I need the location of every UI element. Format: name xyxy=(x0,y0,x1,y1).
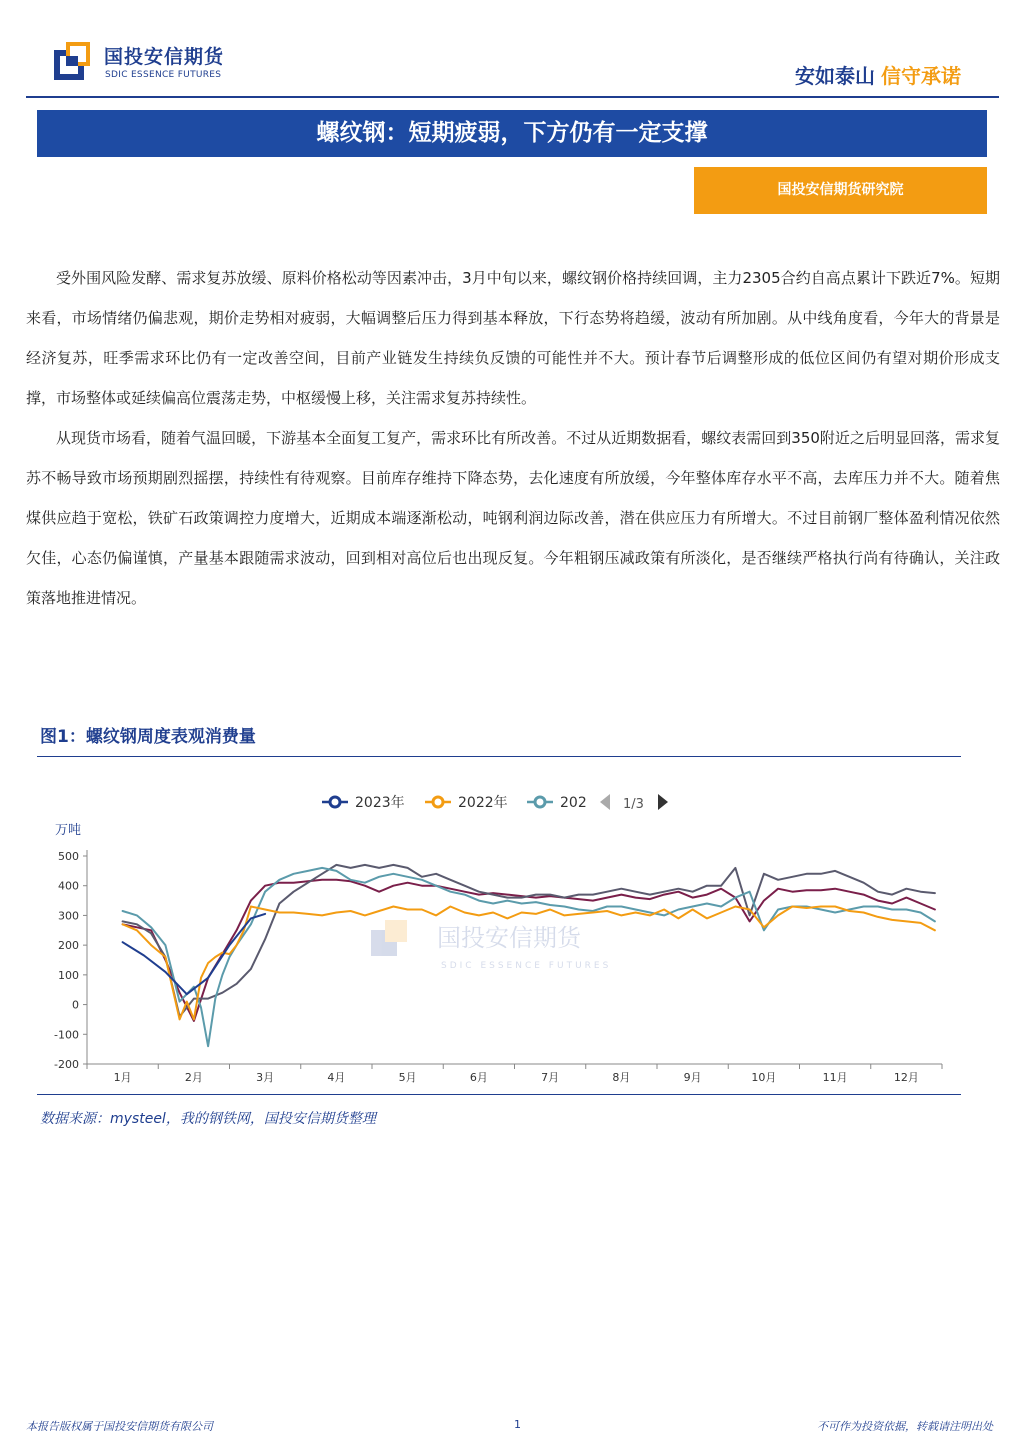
report-body xyxy=(26,258,1000,618)
legend-label: 2022年 xyxy=(458,795,508,811)
slogan-part2: 信守承诺 xyxy=(881,64,961,88)
consumption-chart xyxy=(37,770,967,1090)
legend-prev-icon[interactable] xyxy=(600,794,610,810)
y-tick-label: -100 xyxy=(54,1028,79,1042)
x-tick-label: 1月 xyxy=(113,1071,132,1084)
x-tick-label: 3月 xyxy=(256,1071,275,1084)
x-tick-label: 4月 xyxy=(327,1071,346,1084)
legend-item-2022年[interactable] xyxy=(425,794,508,811)
x-tick-label: 10月 xyxy=(751,1071,777,1084)
legend-label: 2023年 xyxy=(355,795,405,811)
series-line-2023年 xyxy=(123,914,266,994)
watermark-cn: 国投安信期货 xyxy=(437,924,581,952)
y-axis-unit: 万吨 xyxy=(55,823,82,838)
watermark-en: SDIC ESSENCE FUTURES xyxy=(441,961,612,971)
x-tick-label: 12月 xyxy=(893,1071,919,1084)
legend-next-icon[interactable] xyxy=(658,794,668,810)
legend-item-2023年[interactable] xyxy=(322,794,405,811)
y-tick-label: 500 xyxy=(58,850,79,863)
x-tick-label: 8月 xyxy=(612,1071,631,1084)
logo-text-cn: 国投安信期货 xyxy=(104,46,225,68)
legend-label: 202 xyxy=(560,795,587,811)
x-tick-label: 9月 xyxy=(683,1071,702,1084)
figure-bottom-rule xyxy=(37,1094,961,1095)
slogan xyxy=(795,60,961,89)
footer-page-number: 1 xyxy=(514,1418,521,1431)
footer-copyright: 本报告版权属于国投安信期货有限公司 xyxy=(26,1420,213,1433)
figure-title: 图1：螺纹钢周度表观消费量 xyxy=(40,727,256,747)
chart-lines xyxy=(123,865,935,1046)
report-title: 螺纹钢：短期疲弱，下方仍有一定支撑 xyxy=(37,110,987,157)
org-tag: 国投安信期货研究院 xyxy=(694,167,987,214)
legend-marker xyxy=(330,797,340,807)
x-tick-label: 2月 xyxy=(184,1071,203,1084)
logo-mark-icon xyxy=(52,40,92,82)
legend-item-2021年[interactable] xyxy=(527,795,587,811)
y-tick-label: 0 xyxy=(72,998,79,1012)
figure-source: 数据来源：mysteel，我的钢铁网，国投安信期货整理 xyxy=(40,1111,376,1127)
figure-top-rule xyxy=(37,756,961,757)
paragraph-1: 受外围风险发酵、需求复苏放缓、原料价格松动等因素冲击，3月中旬以来，螺纹钢价格持续回调，主力2305合约自高点累计下跌近7%。短期来看，市场情绪仍偏悲观，期价走势相对疲弱，大幅调整后压力得到基本释放，下行态势将趋缓，波动有所加剧。从中线角度看，今年大的背景是经济复苏，旺季需求环比仍有一定改善空间，目前产业链发生持续负反馈的可能性并不大。预计春节后调整形成的低位区间仍有望对期价形成支撑，市场整体或延续偏高位震荡走势，中枢缓慢上移，关注需求复苏持续性。 xyxy=(26,269,1000,407)
legend-marker xyxy=(535,797,545,807)
legend-pager[interactable] xyxy=(600,794,668,812)
series-line-2021年 xyxy=(123,868,935,1046)
logo-text-en: SDIC ESSENCE FUTURES xyxy=(105,70,222,80)
y-tick-label: 200 xyxy=(58,939,79,953)
x-tick-label: 6月 xyxy=(469,1071,488,1084)
watermark xyxy=(371,920,611,971)
x-tick-label: 5月 xyxy=(398,1071,417,1084)
paragraph-2: 从现货市场看，随着气温回暖，下游基本全面复工复产，需求环比有所改善。不过从近期数据看，螺纹表需回到350附近之后明显回落，需求复苏不畅导致市场预期剧烈摇摆，持续性有待观察。目前库存维持下降态势，去化速度有所放缓，今年整体库存水平不高，去库压力并不大。随着焦煤供应趋于宽松，铁矿石政策调控力度增大，近期成本端逐渐松动，吨钢利润边际改善，潜在供应压力有所增大。不过目前钢厂整体盈利情况依然欠佳，心态仍偏谨慎，产量基本跟随需求波动，回到相对高位后也出现反复。今年粗钢压减政策有所淡化，是否继续严格执行尚有待确认，关注政策落地推进情况。 xyxy=(26,429,1000,607)
y-tick-label: -200 xyxy=(54,1058,79,1071)
y-tick-label: 300 xyxy=(58,909,79,923)
x-tick-label: 11月 xyxy=(822,1071,848,1084)
x-tick-label: 7月 xyxy=(541,1071,560,1084)
legend-page-indicator: 1/3 xyxy=(623,797,644,812)
company-logo xyxy=(52,40,252,86)
y-tick-label: 100 xyxy=(58,968,79,982)
footer-disclaimer: 不可作为投资依据，转载请注明出处 xyxy=(817,1420,993,1433)
legend-marker xyxy=(433,797,443,807)
y-tick-label: 400 xyxy=(58,879,79,893)
chart-legend xyxy=(322,794,587,811)
slogan-part1: 安如泰山 xyxy=(795,64,875,88)
header-divider xyxy=(26,96,999,98)
